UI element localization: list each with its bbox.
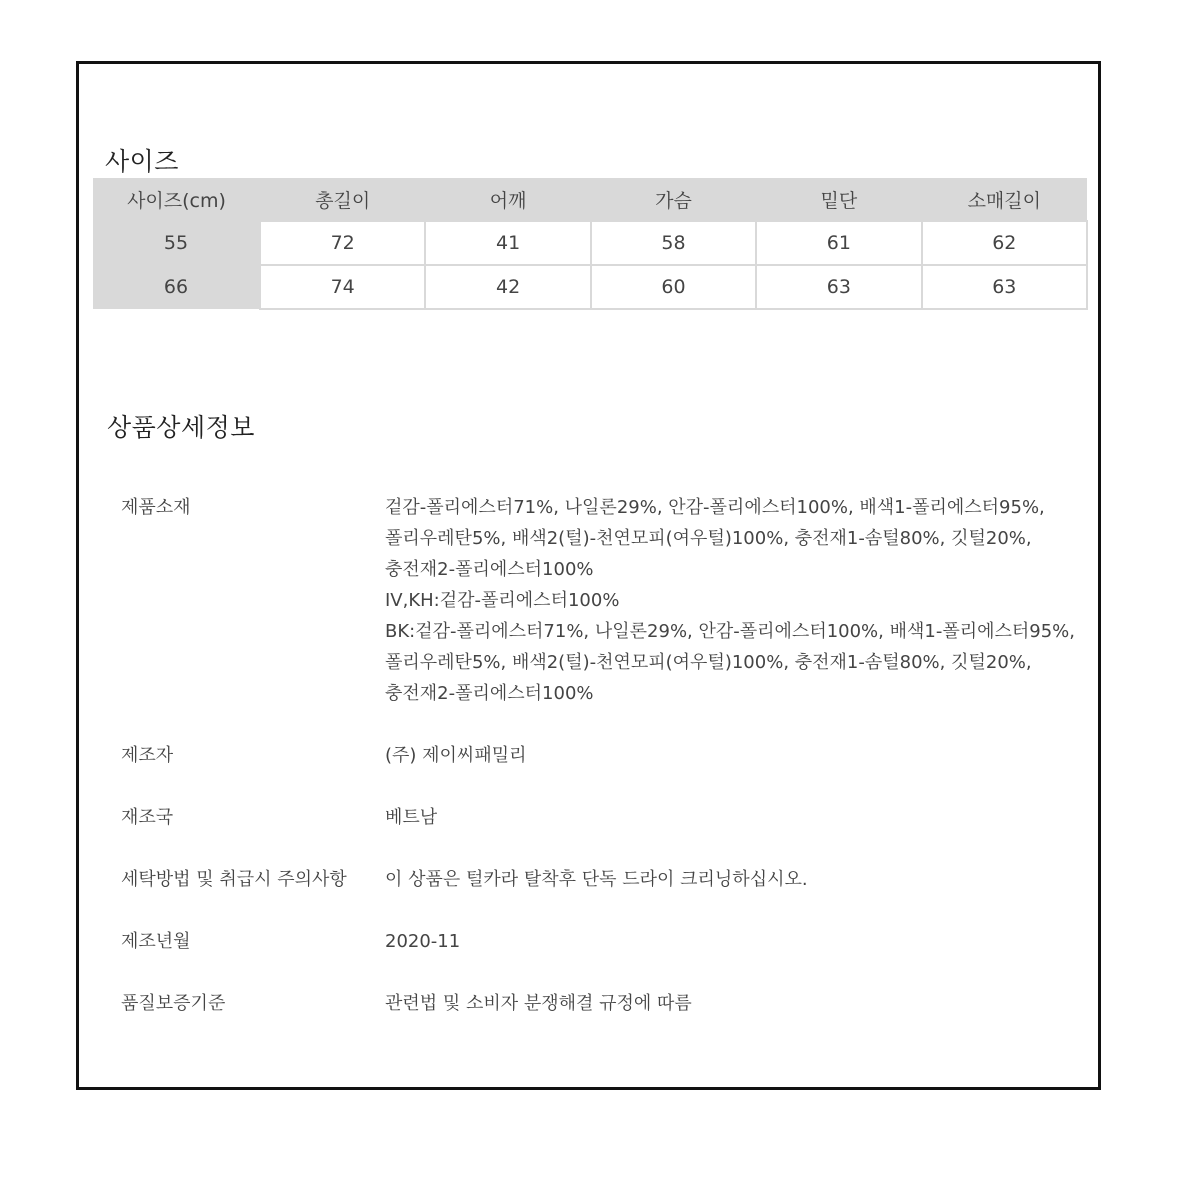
warranty-row [121, 988, 1091, 1019]
length-header-cell: 총길이 [260, 178, 425, 221]
washing-value: 이 상품은 털카라 탈착후 단독 드라이 크리닝하십시오. [385, 869, 808, 890]
table-cell: 63 [922, 265, 1087, 309]
hem-header-cell: 밑단 [756, 178, 921, 221]
size-table [93, 178, 1088, 310]
table-cell: 42 [425, 265, 590, 309]
table-cell: 61 [756, 221, 921, 265]
table-cell: 63 [756, 265, 921, 309]
table-cell: 60 [591, 265, 756, 309]
product-info-list [121, 492, 1091, 1019]
material-line: 폴리우레탄5%, 배색2(털)-천연모피(여우털)100%, 충전재1-솜털80%, 깃털20%, [385, 528, 1032, 549]
warranty-value: 관련법 및 소비자 분쟁해결 규정에 따름 [385, 993, 692, 1014]
size-section-title: 사이즈 [105, 147, 179, 176]
table-cell: 74 [260, 265, 425, 309]
material-line: BK:겉감-폴리에스터71%, 나일론29%, 안감-폴리에스터100%, 배색1-폴리에스터95%, [385, 621, 1075, 642]
warranty-label: 품질보증기준 [121, 993, 226, 1014]
table-row [93, 265, 1087, 309]
size-table-header-row [93, 178, 1087, 221]
material-row [121, 492, 1091, 709]
table-cell: 62 [922, 221, 1087, 265]
material-value [385, 492, 1075, 709]
sleeve-header-cell: 소매길이 [922, 178, 1087, 221]
table-cell: 58 [591, 221, 756, 265]
country-value: 베트남 [385, 807, 438, 828]
shoulder-header-cell: 어깨 [425, 178, 590, 221]
product-info-frame [76, 61, 1101, 1090]
manufacturer-label: 제조자 [121, 745, 174, 766]
material-line: 겉감-폴리에스터71%, 나일론29%, 안감-폴리에스터100%, 배색1-폴리에스터95%, [385, 497, 1045, 518]
detail-section-title: 상품상세정보 [107, 413, 255, 442]
material-line: 충전재2-폴리에스터100% [385, 559, 594, 580]
date-label: 제조년월 [121, 931, 191, 952]
washing-label: 세탁방법 및 취급시 주의사항 [121, 869, 347, 890]
table-cell: 41 [425, 221, 590, 265]
size-label-cell: 55 [93, 221, 260, 265]
material-line: 폴리우레탄5%, 배색2(털)-천연모피(여우털)100%, 충전재1-솜털80%, 깃털20%, [385, 652, 1032, 673]
manufacturer-value: (주) 제이씨패밀리 [385, 745, 527, 766]
material-line: 충전재2-폴리에스터100% [385, 683, 594, 704]
material-line: IV,KH:겉감-폴리에스터100% [385, 590, 620, 611]
size-label-cell: 66 [93, 265, 260, 309]
size-header-cell: 사이즈(cm) [93, 178, 260, 221]
table-cell: 72 [260, 221, 425, 265]
date-row [121, 926, 1091, 957]
material-label: 제품소재 [121, 497, 191, 518]
chest-header-cell: 가슴 [591, 178, 756, 221]
washing-row [121, 864, 1091, 895]
country-label: 재조국 [121, 807, 174, 828]
manufacturer-row [121, 740, 1091, 771]
country-row [121, 802, 1091, 833]
table-row [93, 221, 1087, 265]
date-value: 2020-11 [385, 931, 461, 952]
